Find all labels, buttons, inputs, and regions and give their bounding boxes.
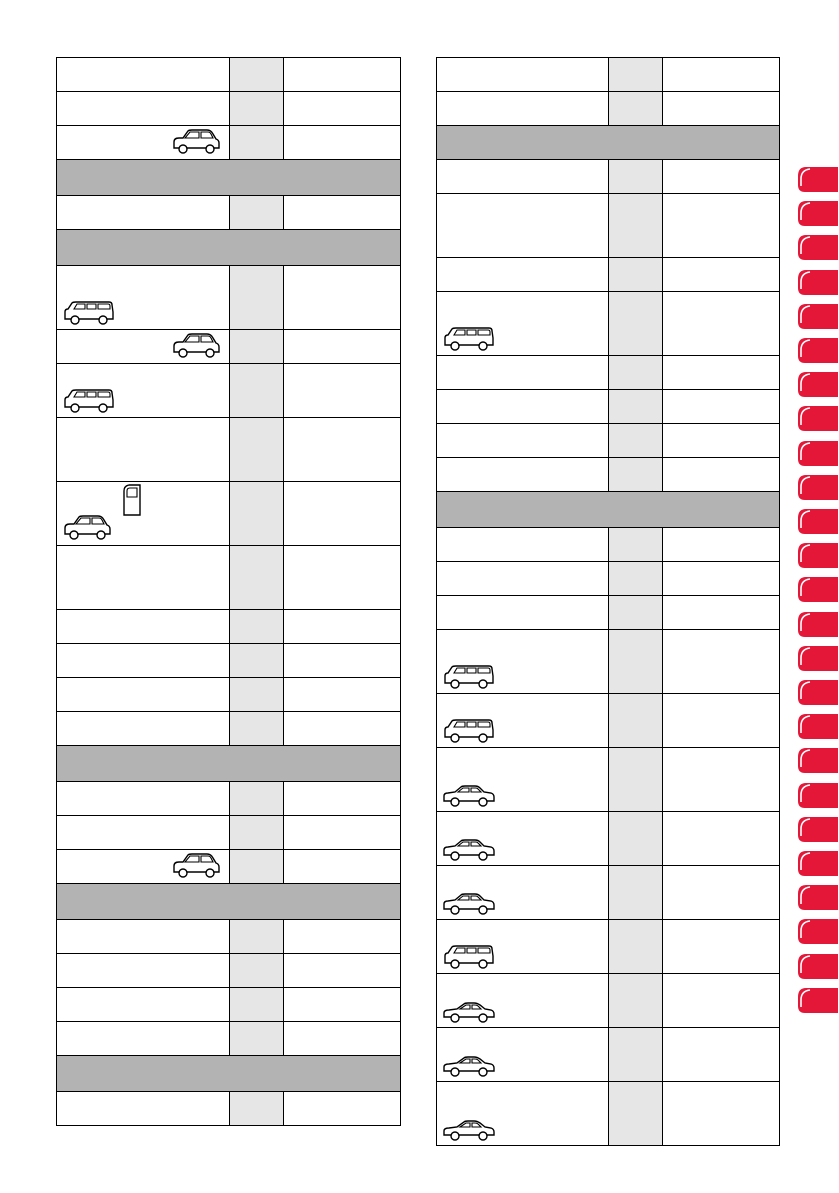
- red-tab-icon[interactable]: [796, 232, 839, 262]
- code-cell: [230, 92, 284, 126]
- item-cell: [437, 694, 609, 748]
- value-cell: [663, 1082, 780, 1146]
- red-tab-icon[interactable]: [796, 985, 839, 1015]
- code-cell: [230, 364, 284, 418]
- item-cell: [57, 644, 230, 678]
- code-cell: [230, 330, 284, 364]
- code-cell: [609, 356, 663, 390]
- right-table-row: [437, 292, 780, 356]
- red-tab-icon[interactable]: [796, 335, 839, 365]
- left-table-row: [57, 920, 401, 954]
- red-tab-icon[interactable]: [796, 267, 839, 297]
- left-section-header: [57, 160, 401, 196]
- item-cell: [57, 920, 230, 954]
- item-cell: [437, 748, 609, 812]
- left-table: [56, 57, 401, 1126]
- right-table-row: [437, 92, 780, 126]
- red-tab-icon[interactable]: [796, 951, 839, 981]
- code-cell: [609, 58, 663, 92]
- item-cell: [437, 458, 609, 492]
- right-table-row: [437, 458, 780, 492]
- section-header-cell: [437, 492, 780, 528]
- right-table-row: [437, 694, 780, 748]
- code-cell: [609, 974, 663, 1028]
- left-section-header: [57, 884, 401, 920]
- code-cell: [609, 160, 663, 194]
- code-cell: [609, 920, 663, 974]
- hatchback-car-icon: [171, 852, 221, 880]
- left-table-row: [57, 712, 401, 746]
- code-cell: [230, 266, 284, 330]
- right-section-header: [437, 492, 780, 528]
- item-cell: [57, 610, 230, 644]
- red-tab-icon[interactable]: [796, 643, 839, 673]
- sedan-car-icon: [442, 784, 496, 808]
- code-cell: [609, 458, 663, 492]
- right-table-row: [437, 356, 780, 390]
- right-table-row: [437, 562, 780, 596]
- code-cell: [609, 194, 663, 258]
- code-cell: [230, 126, 284, 160]
- code-cell: [609, 630, 663, 694]
- code-cell: [230, 988, 284, 1022]
- section-header-cell: [57, 884, 401, 920]
- wagon-car-icon: [62, 300, 116, 326]
- left-table-row: [57, 92, 401, 126]
- left-section-header: [57, 1056, 401, 1092]
- left-table-row: [57, 546, 401, 610]
- code-cell: [609, 694, 663, 748]
- wagon-car-icon: [442, 326, 496, 352]
- left-section-header: [57, 230, 401, 266]
- code-cell: [230, 546, 284, 610]
- code-cell: [609, 258, 663, 292]
- item-cell: [437, 258, 609, 292]
- value-cell: [284, 644, 401, 678]
- code-cell: [230, 418, 284, 482]
- section-header-cell: [437, 126, 780, 160]
- item-cell: [57, 92, 230, 126]
- value-cell: [284, 266, 401, 330]
- value-cell: [284, 364, 401, 418]
- red-tab-icon[interactable]: [796, 574, 839, 604]
- value-cell: [663, 194, 780, 258]
- value-cell: [284, 482, 401, 546]
- item-cell: [57, 678, 230, 712]
- left-table-row: [57, 782, 401, 816]
- red-tab-icon[interactable]: [796, 506, 839, 536]
- code-cell: [609, 596, 663, 630]
- code-cell: [230, 644, 284, 678]
- red-tab-icon[interactable]: [796, 540, 839, 570]
- left-table-row: [57, 988, 401, 1022]
- item-cell: [437, 1082, 609, 1146]
- code-cell: [609, 528, 663, 562]
- item-cell: [437, 920, 609, 974]
- coupe-car-icon: [442, 1002, 496, 1024]
- item-cell: [57, 816, 230, 850]
- value-cell: [663, 748, 780, 812]
- left-table-row: [57, 644, 401, 678]
- item-cell: [437, 974, 609, 1028]
- item-cell: [57, 954, 230, 988]
- left-table-row: [57, 954, 401, 988]
- wagon-car-icon: [442, 664, 496, 690]
- code-cell: [230, 1092, 284, 1126]
- value-cell: [663, 974, 780, 1028]
- item-cell: [437, 160, 609, 194]
- value-cell: [663, 1028, 780, 1082]
- coupe-car-icon: [442, 1056, 496, 1078]
- item-cell: [437, 194, 609, 258]
- code-cell: [230, 954, 284, 988]
- item-cell: [437, 424, 609, 458]
- value-cell: [284, 850, 401, 884]
- right-table-row: [437, 596, 780, 630]
- code-cell: [230, 482, 284, 546]
- red-tab-icon[interactable]: [796, 745, 839, 775]
- value-cell: [284, 712, 401, 746]
- wagon-car-icon: [442, 944, 496, 970]
- item-cell: [57, 364, 230, 418]
- value-cell: [284, 1092, 401, 1126]
- item-cell: [57, 482, 230, 546]
- left-table-row: [57, 850, 401, 884]
- item-cell: [57, 850, 230, 884]
- door-icon: [121, 483, 143, 517]
- red-tab-icon[interactable]: [796, 882, 839, 912]
- right-table-row: [437, 258, 780, 292]
- code-cell: [609, 390, 663, 424]
- left-table-row: [57, 418, 401, 482]
- section-header-cell: [57, 746, 401, 782]
- code-cell: [230, 920, 284, 954]
- value-cell: [663, 812, 780, 866]
- left-table-row: [57, 678, 401, 712]
- item-cell: [437, 562, 609, 596]
- sedan-car-icon: [442, 838, 496, 862]
- value-cell: [663, 866, 780, 920]
- red-tab-icon[interactable]: [796, 438, 839, 468]
- value-cell: [284, 126, 401, 160]
- value-cell: [284, 782, 401, 816]
- left-table-row: [57, 196, 401, 230]
- value-cell: [284, 418, 401, 482]
- left-table-row: [57, 330, 401, 364]
- red-tab-icon[interactable]: [796, 369, 839, 399]
- code-cell: [230, 1022, 284, 1056]
- code-cell: [609, 866, 663, 920]
- code-cell: [609, 1082, 663, 1146]
- value-cell: [663, 562, 780, 596]
- left-table-row: [57, 482, 401, 546]
- red-tab-icon[interactable]: [796, 916, 839, 946]
- value-cell: [284, 816, 401, 850]
- item-cell: [57, 58, 230, 92]
- item-cell: [57, 330, 230, 364]
- code-cell: [230, 196, 284, 230]
- right-table-row: [437, 1082, 780, 1146]
- red-tab-icon[interactable]: [796, 198, 839, 228]
- left-table-row: [57, 126, 401, 160]
- item-cell: [57, 126, 230, 160]
- code-cell: [609, 92, 663, 126]
- item-cell: [437, 390, 609, 424]
- value-cell: [663, 92, 780, 126]
- left-table-row: [57, 816, 401, 850]
- value-cell: [663, 920, 780, 974]
- right-table-row: [437, 424, 780, 458]
- code-cell: [609, 424, 663, 458]
- value-cell: [284, 988, 401, 1022]
- coupe-car-icon: [442, 1120, 496, 1142]
- right-table-row: [437, 920, 780, 974]
- right-table-row: [437, 974, 780, 1028]
- red-tab-icon[interactable]: [796, 164, 839, 194]
- value-cell: [284, 954, 401, 988]
- right-table: [436, 57, 780, 1146]
- value-cell: [663, 528, 780, 562]
- section-header-cell: [57, 1056, 401, 1092]
- right-table-row: [437, 194, 780, 258]
- value-cell: [284, 678, 401, 712]
- value-cell: [663, 694, 780, 748]
- code-cell: [609, 292, 663, 356]
- item-cell: [437, 812, 609, 866]
- right-table-row: [437, 812, 780, 866]
- right-table-row: [437, 160, 780, 194]
- item-cell: [57, 418, 230, 482]
- value-cell: [663, 292, 780, 356]
- red-tab-icon[interactable]: [796, 609, 839, 639]
- code-cell: [230, 610, 284, 644]
- item-cell: [57, 782, 230, 816]
- red-tab-icon[interactable]: [796, 403, 839, 433]
- left-table-row: [57, 610, 401, 644]
- hatchback-car-icon: [171, 332, 221, 360]
- item-cell: [437, 92, 609, 126]
- item-cell: [57, 1092, 230, 1126]
- sedan-car-icon: [442, 892, 496, 916]
- value-cell: [284, 546, 401, 610]
- red-tab-icon[interactable]: [796, 677, 839, 707]
- red-tab-icon[interactable]: [796, 472, 839, 502]
- right-table-row: [437, 748, 780, 812]
- item-cell: [437, 596, 609, 630]
- item-cell: [437, 630, 609, 694]
- value-cell: [663, 424, 780, 458]
- red-tab-icon[interactable]: [796, 848, 839, 878]
- section-header-cell: [57, 230, 401, 266]
- value-cell: [663, 160, 780, 194]
- right-section-header: [437, 126, 780, 160]
- item-cell: [57, 196, 230, 230]
- right-table-row: [437, 390, 780, 424]
- value-cell: [284, 1022, 401, 1056]
- value-cell: [663, 390, 780, 424]
- wagon-car-icon: [442, 718, 496, 744]
- left-table-row: [57, 266, 401, 330]
- left-table-row: [57, 1092, 401, 1126]
- left-table-row: [57, 364, 401, 418]
- value-cell: [663, 258, 780, 292]
- value-cell: [284, 610, 401, 644]
- code-cell: [609, 748, 663, 812]
- code-cell: [609, 812, 663, 866]
- value-cell: [663, 458, 780, 492]
- value-cell: [284, 196, 401, 230]
- right-table-row: [437, 58, 780, 92]
- section-header-cell: [57, 160, 401, 196]
- value-cell: [284, 330, 401, 364]
- red-tab-icon[interactable]: [796, 301, 839, 331]
- item-cell: [57, 988, 230, 1022]
- left-section-header: [57, 746, 401, 782]
- value-cell: [663, 630, 780, 694]
- code-cell: [230, 678, 284, 712]
- item-cell: [57, 712, 230, 746]
- right-table-row: [437, 528, 780, 562]
- left-table-row: [57, 1022, 401, 1056]
- item-cell: [57, 266, 230, 330]
- item-cell: [437, 866, 609, 920]
- value-cell: [663, 58, 780, 92]
- item-cell: [437, 292, 609, 356]
- item-cell: [437, 356, 609, 390]
- code-cell: [230, 58, 284, 92]
- item-cell: [437, 58, 609, 92]
- value-cell: [663, 596, 780, 630]
- wagon-car-icon: [62, 388, 116, 414]
- red-tab-icon[interactable]: [796, 711, 839, 741]
- red-tab-icon[interactable]: [796, 814, 839, 844]
- item-cell: [437, 528, 609, 562]
- code-cell: [230, 850, 284, 884]
- code-cell: [230, 782, 284, 816]
- code-cell: [609, 562, 663, 596]
- value-cell: [284, 92, 401, 126]
- code-cell: [230, 816, 284, 850]
- value-cell: [284, 58, 401, 92]
- right-table-row: [437, 630, 780, 694]
- hatchback-car-icon: [62, 514, 112, 542]
- hatchback-car-icon: [171, 128, 221, 156]
- code-cell: [230, 712, 284, 746]
- value-cell: [284, 920, 401, 954]
- right-table-row: [437, 866, 780, 920]
- item-cell: [57, 1022, 230, 1056]
- right-table-row: [437, 1028, 780, 1082]
- item-cell: [57, 546, 230, 610]
- left-table-row: [57, 58, 401, 92]
- value-cell: [663, 356, 780, 390]
- red-tab-icon[interactable]: [796, 780, 839, 810]
- item-cell: [437, 1028, 609, 1082]
- code-cell: [609, 1028, 663, 1082]
